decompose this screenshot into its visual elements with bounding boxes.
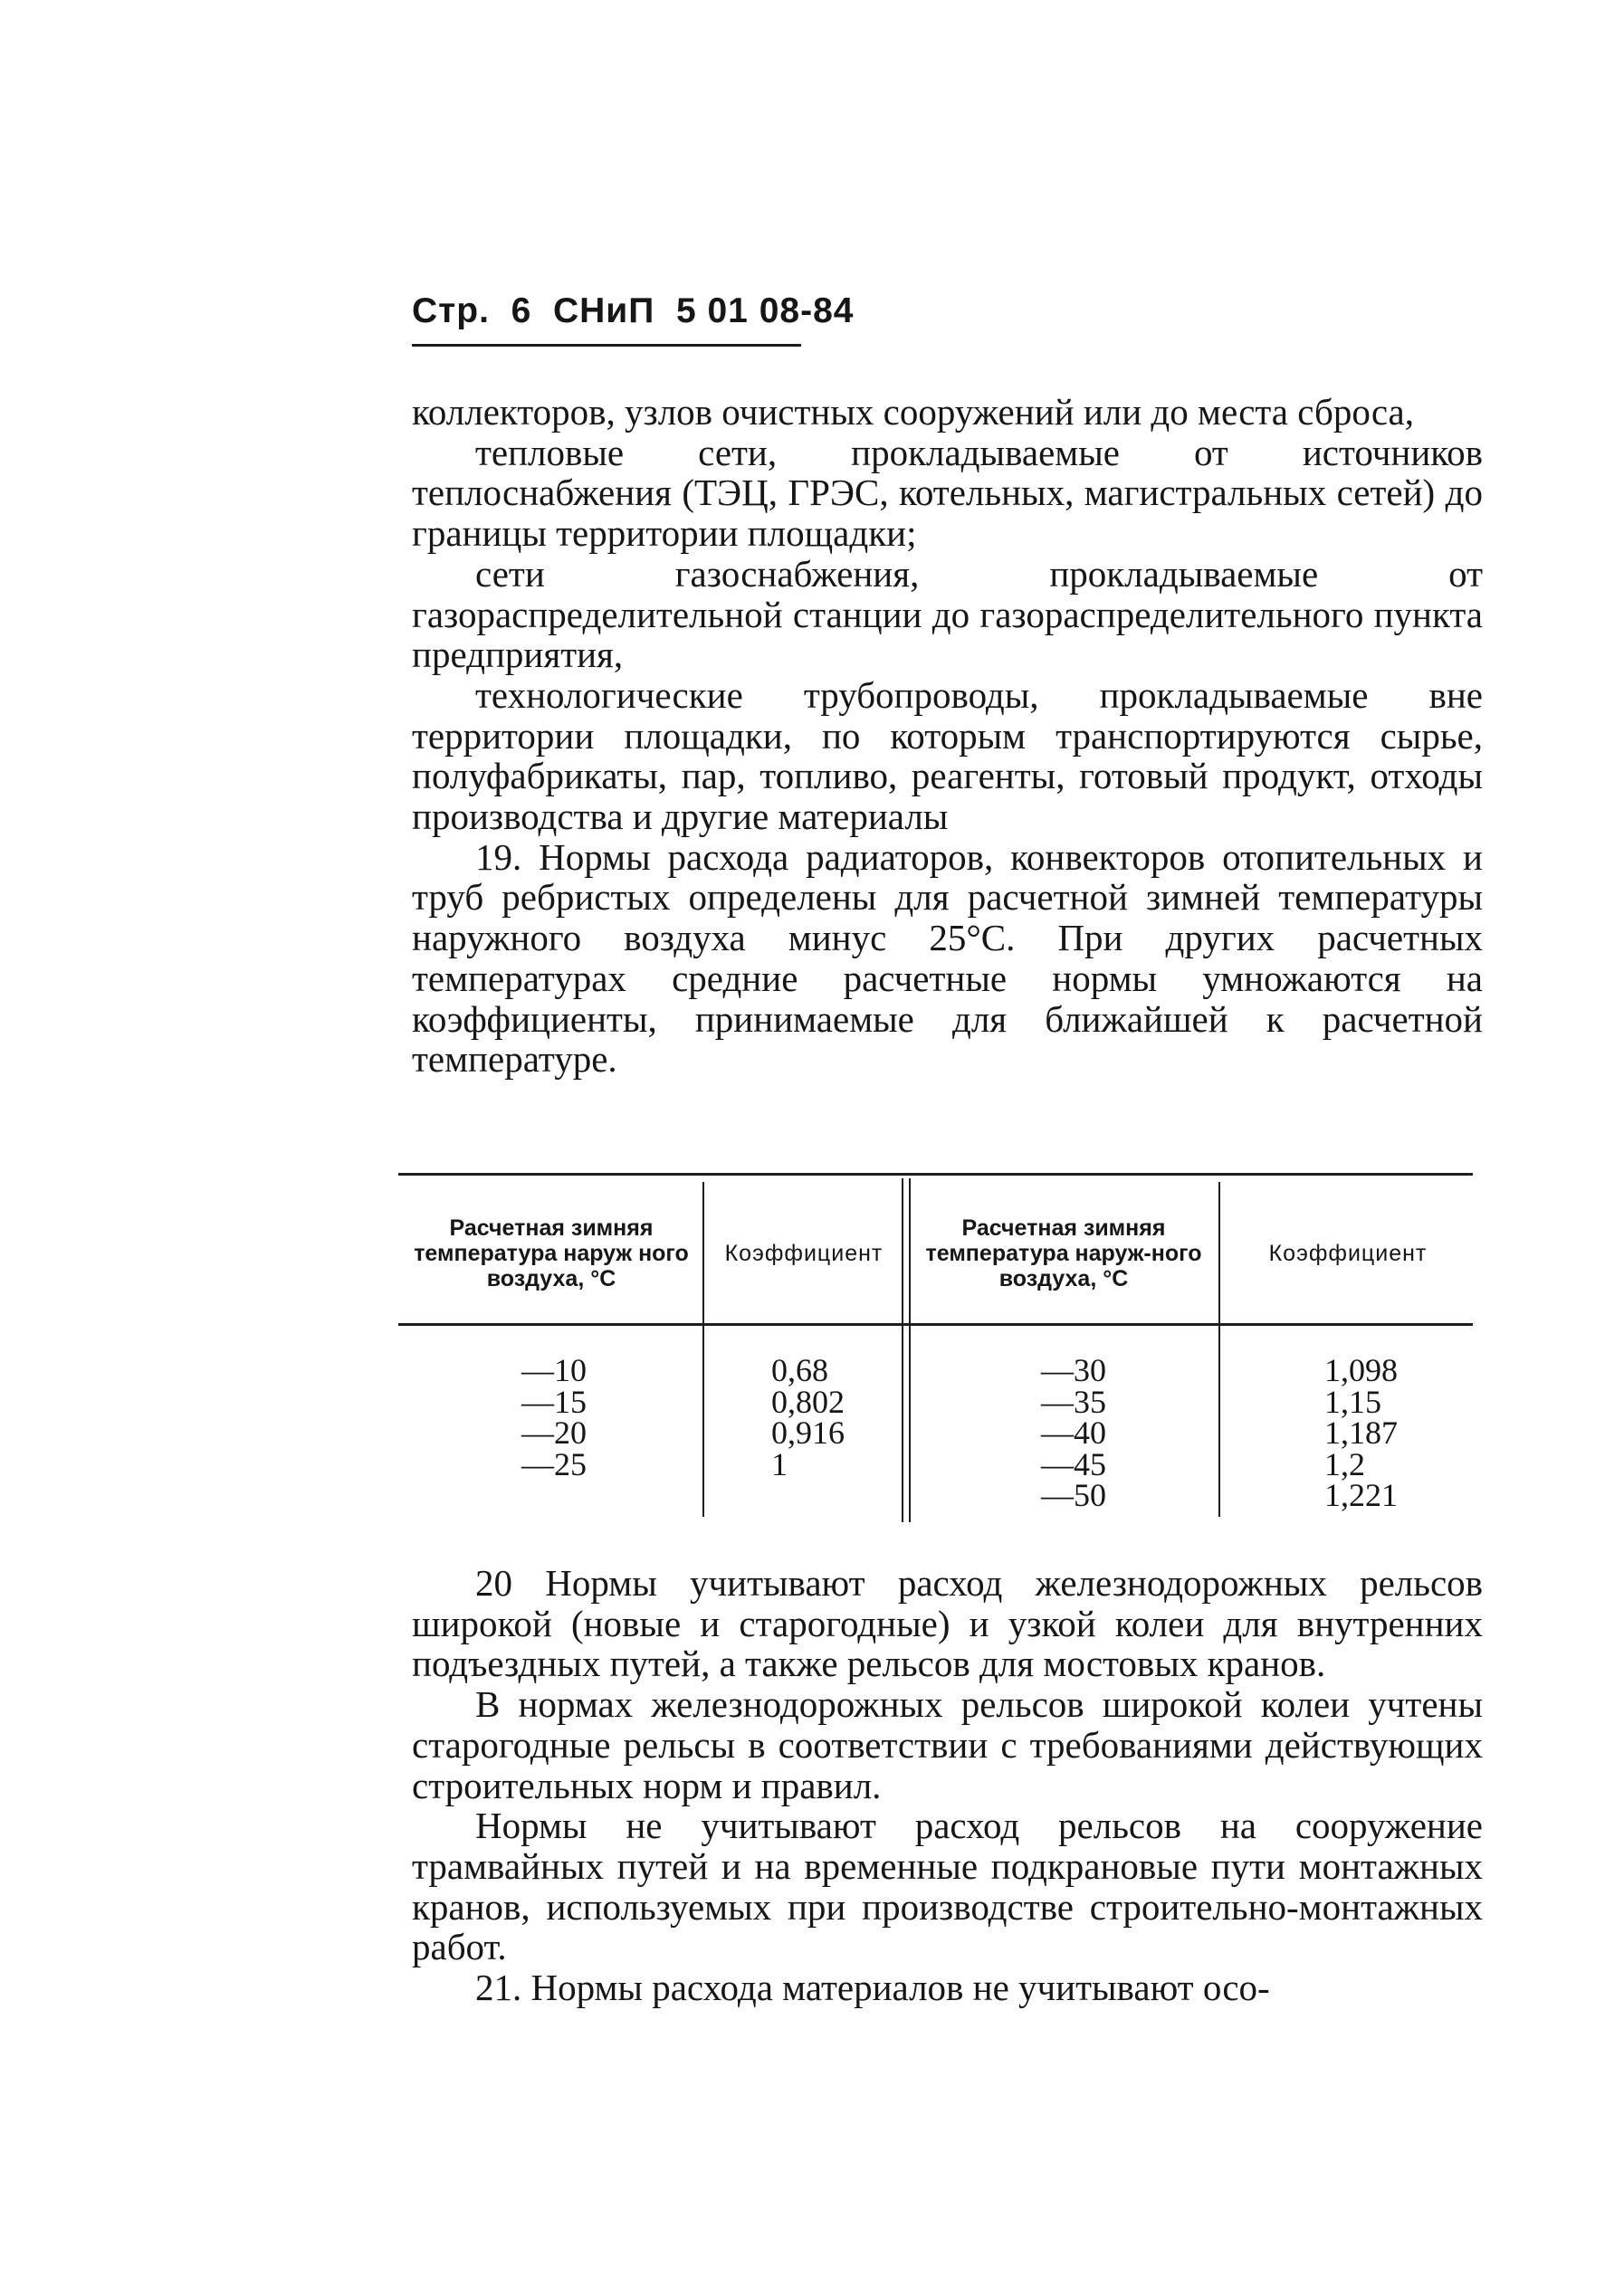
paragraph-21: 21. Нормы расхода материалов не учитывают осо- [475, 1967, 1270, 2009]
table-cell: 1,221 [1324, 1477, 1398, 1514]
column-coefficient-left [771, 1352, 889, 1482]
header-temperature-left: Расчетная зимняя температура наруж ного воздуха, °С [414, 1215, 689, 1291]
table-cell: 0,68 [771, 1352, 828, 1388]
table-cell: —50 [1041, 1477, 1106, 1514]
table-cell: 1,15 [1324, 1383, 1381, 1420]
column-divider-double-a [902, 1178, 903, 1522]
body-bottom [412, 1563, 1483, 2008]
table-cell: —10 [521, 1352, 587, 1388]
running-head: Стр. 6 СНиП 5 01 08-84 [412, 291, 855, 330]
paragraph: сети газоснабжения, прокладываемые от газораспределительной станции до газораспределительного пункта предприятия, [412, 552, 1483, 676]
table-cell: 1,187 [1324, 1415, 1398, 1452]
table-cell: 1,2 [1324, 1445, 1365, 1482]
header-rule [412, 344, 801, 347]
column-coefficient-right [1324, 1352, 1442, 1514]
table-cell: 0,802 [771, 1383, 845, 1420]
header-coefficient-left: Коэффициент [724, 1241, 884, 1266]
paragraph: коллекторов, узлов очистных сооружений или до места сброса, [412, 391, 1414, 433]
table-cell: 1,098 [1324, 1352, 1398, 1388]
header-coefficient-right: Коэффициент [1268, 1241, 1428, 1266]
paragraph-19: 19. Нормы расхода радиаторов, конвекторов отопительных и труб ребристых определены для расчетной зимней температуры наружного воздуха минус 25°С. При других расчетных температурах средние расчетные нормы умножаются на коэффициенты, принимаемые для ближайшей к расчетной температуре. [412, 835, 1483, 1081]
table-cell: —35 [1041, 1383, 1106, 1420]
table-cell: —20 [521, 1415, 587, 1452]
paragraph-20: 20 Нормы учитывают расход железнодорожных рельсов широкой (новые и старогодные) и узкой колеи для внутренних подъездных путей, а также рельсов для мостовых кранов. [412, 1562, 1483, 1685]
table-cell: 1 [771, 1445, 788, 1482]
table-cell: 0,916 [771, 1415, 845, 1452]
table-cell: —15 [521, 1383, 587, 1420]
column-divider [1218, 1182, 1220, 1517]
header-temperature-right: Расчетная зимняя температура наруж-ного воздуха, °С [925, 1215, 1202, 1291]
table-cell: —30 [1041, 1352, 1106, 1388]
table-cell: —45 [1041, 1445, 1106, 1482]
column-divider-double-b [909, 1178, 911, 1522]
paragraph: технологические трубопроводы, прокладываемые вне территории площадки, по которым транспортируются сырье, полуфабрикаты, пар, топливо, реагенты, готовый продукт, отходы производства и другие материалы [412, 673, 1483, 838]
table-header-rule [398, 1323, 1473, 1326]
table-cell: —25 [521, 1445, 587, 1482]
column-divider [702, 1182, 704, 1517]
body-top [412, 392, 1483, 1080]
table-top-rule [398, 1173, 1473, 1176]
column-temperature-right [1023, 1352, 1106, 1514]
paragraph: тепловые сети, прокладываемые от источников теплоснабжения (ТЭЦ, ГРЭС, котельных, магистральных сетей) до границы территории площадки; [412, 431, 1483, 555]
table-cell: —40 [1041, 1415, 1106, 1452]
column-temperature-left [507, 1352, 587, 1482]
paragraph: Нормы не учитывают расход рельсов на сооружение трамвайных путей и на временные подкрановые пути монтажных кранов, используемых при производстве строительно-монтажных работ. [412, 1805, 1483, 1968]
paragraph: В нормах железнодорожных рельсов широкой колеи учтены старогодные рельсы в соответствии с требованиями действующих строительных норм и правил. [412, 1683, 1483, 1806]
